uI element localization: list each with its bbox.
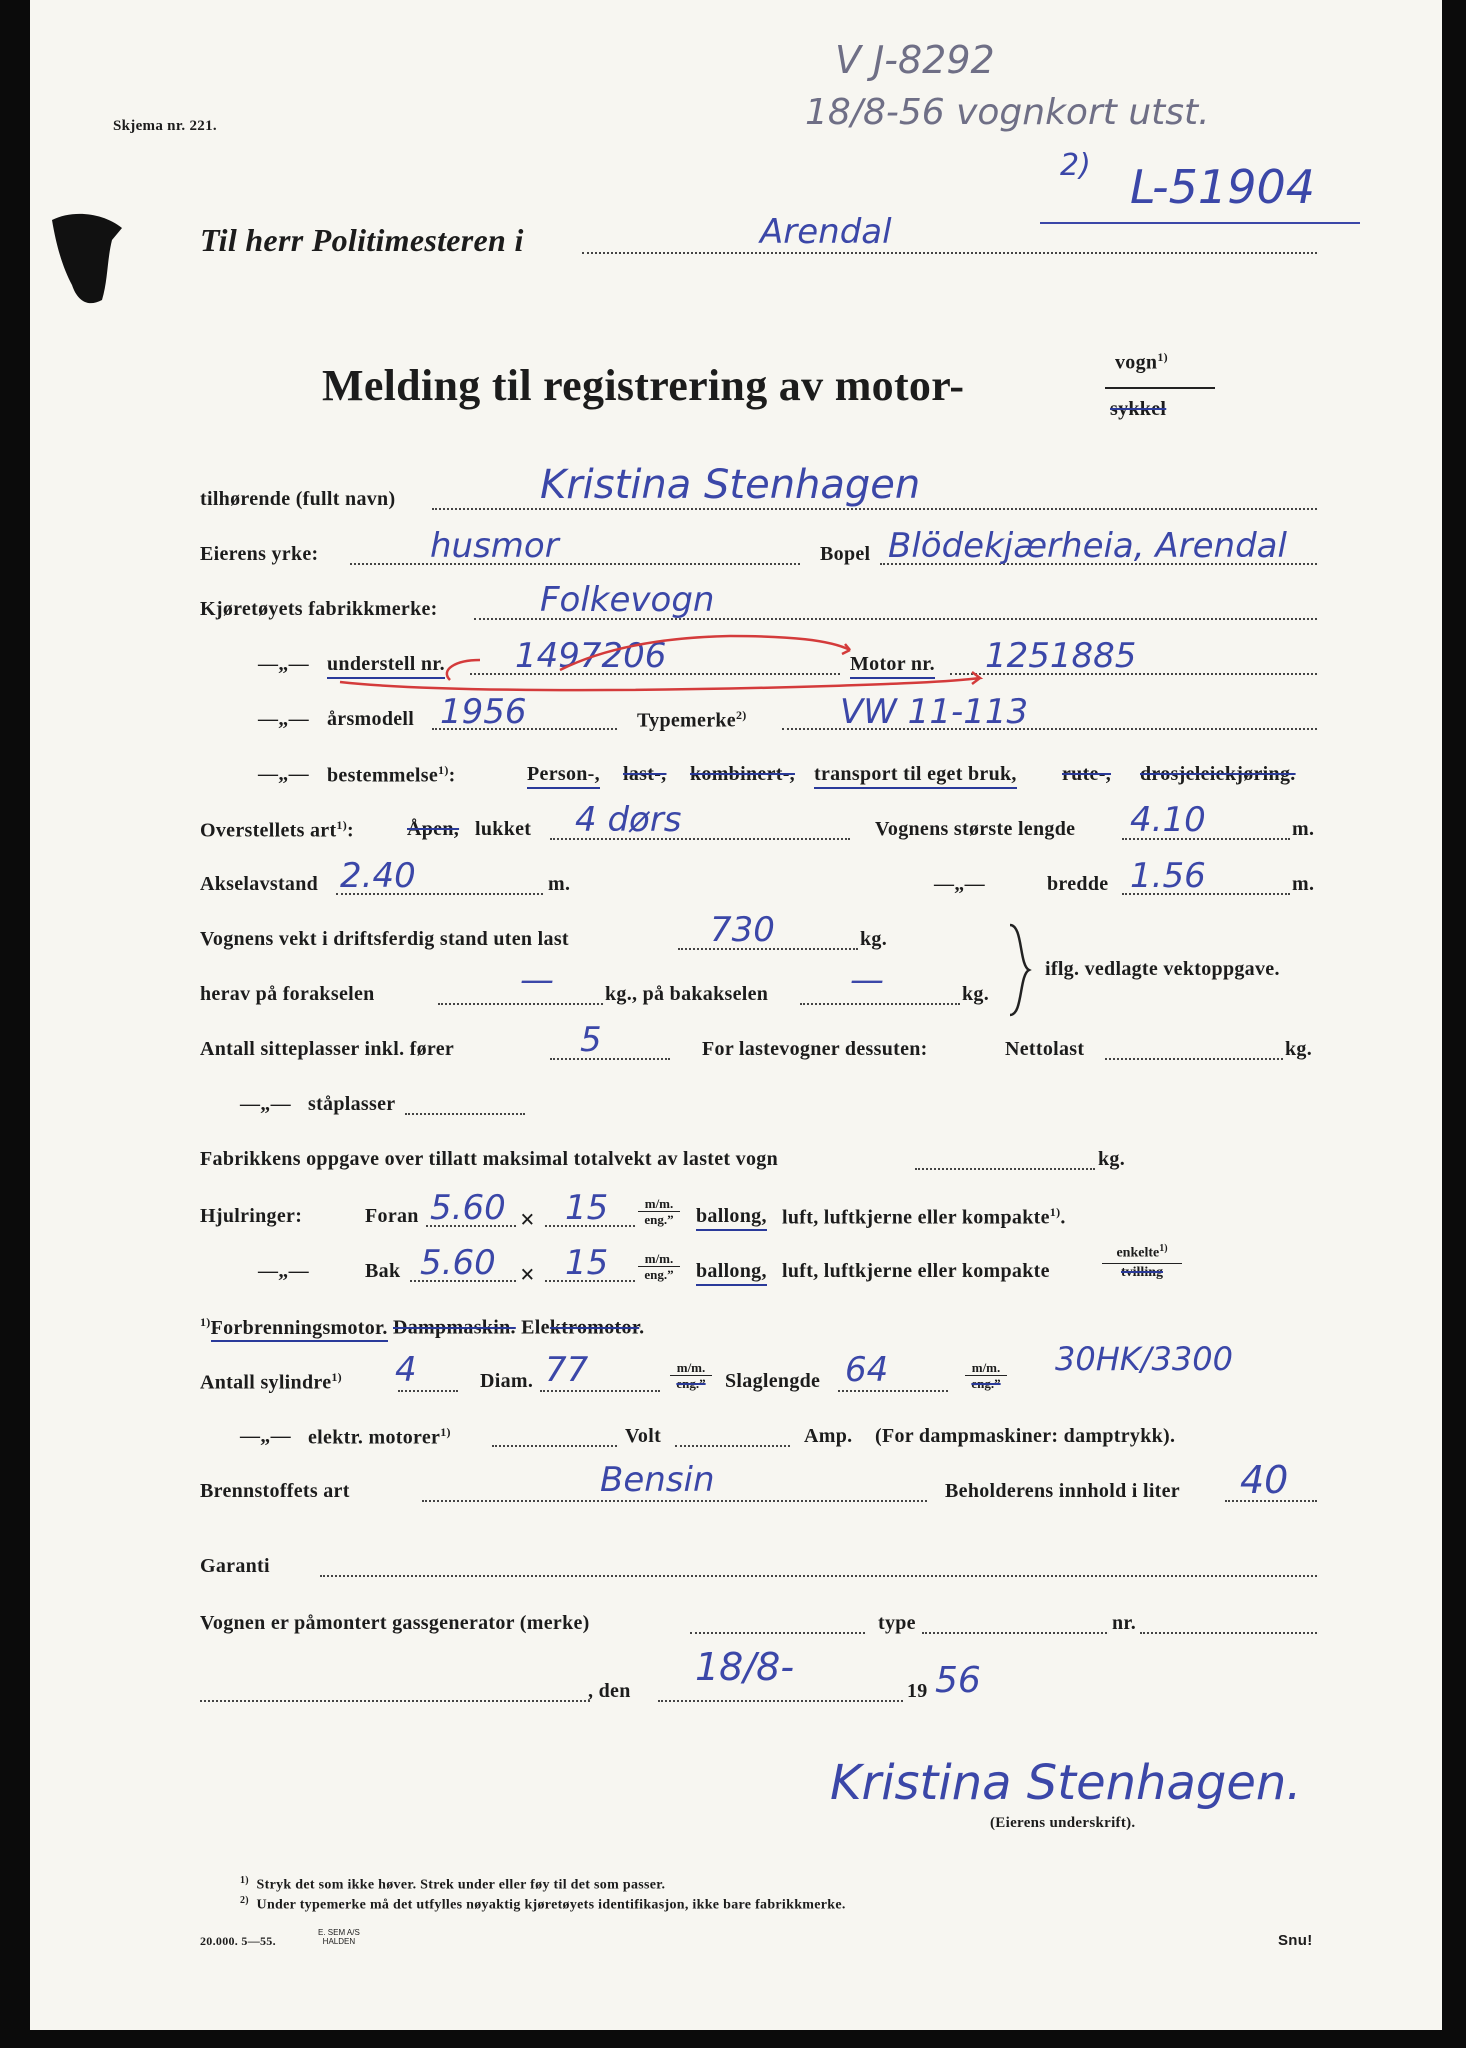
wheelbase-value: 2.40 xyxy=(340,856,416,896)
wheelbase-label: Akselavstand xyxy=(200,873,319,895)
tire-front-rim: 15 xyxy=(565,1188,609,1228)
printer-mark: E. SEM A/S HALDEN xyxy=(318,1928,360,1946)
date-label: , den xyxy=(588,1680,631,1702)
purpose-person: Person-, xyxy=(527,763,600,789)
red-swap-arrows xyxy=(330,620,1030,700)
engine-number-label: Motor nr. xyxy=(850,653,935,679)
tire-type-balloon: ballong, xyxy=(696,1205,767,1231)
tire-front-size: 5.60 xyxy=(430,1188,506,1228)
engine-electric: ktromotor xyxy=(549,1316,640,1339)
chassis-number-value: 1497206 xyxy=(515,636,667,676)
addressee-label: Til herr Politimesteren i xyxy=(200,222,524,258)
year-value: 56 xyxy=(935,1660,981,1701)
tire-rear-size: 5.60 xyxy=(420,1243,496,1283)
brace xyxy=(1005,920,1035,1020)
guarantee-label: Garanti xyxy=(200,1555,270,1577)
cylinders-label: Antall sylindre xyxy=(200,1371,332,1394)
weight-value: 730 xyxy=(710,910,775,950)
type-mark-label: Typemerke xyxy=(637,709,736,732)
width-label: bredde xyxy=(1047,873,1109,895)
footnote-1: $^{1)}$ Stryk det som ikke høver. Strek under eller føy til det som passer. xyxy=(240,1875,666,1893)
turn-over: Snu! xyxy=(1278,1932,1313,1949)
registration-form-page: Skjema nr. 221. V J-8292 18/8-56 vognkort utst. 2) L-51904 Til herr Politimesteren i Arendal Melding til registrering av motor- vogn$^{1)}$ sykkel tilhørende (fullt navn) Kristina Stenhagen Eierens yrke: husmor Bopel Blödekjærheia, Arendal Kjøretøyets fabrikkmerke: Folkevogn —„— understell nr. 1497206 Motor nr. 1251885 —„— årsmodell 1956 Typemerke$^{2)}$ VW 11-113 —„— bestemmelse$^{1)}$: Person-, last-, kombinert-, transport til eget bruk, rute-, drosjeleiekjøring. Overstellets art$^{1)}$: Åpen, lukket 4 dørs Vognens største lengde 4.10 m. Akselavstand 2.40 m. —„— bredde 1.56 m. Vognens vekt i driftsferdig stand uten last 730 kg. herav på forakselen — kg., på bakakselen — kg. iflg. vedlagte vektoppgave. Antall sitteplasser inkl. fører 5 For lastevogner dessuten: Nettolast kg. —„— ståplasser Fabrikkens oppgave over tillatt maksimal totalvekt av lastet vogn kg. Hjulringer: Foran 5.60 × 15 m/m. eng.” ballong, luft, luftkjerne eller kompakte$^{1)}$. —„— Bak 5.60 × 15 m/m. eng.” ballong, luft, luftkjerne eller kompakte enkelte$^{1)}$ tvilling $^{1)}$Forbrenningsmotor. Dampmaskin. Elektromotor. Antall sylindre$^{1)}$ 4 Diam. 77 m/m. eng.” Slaglengde 64 m/m. eng.” 30HK/3300 —„— elektr. motorer$^{1)}$ Volt Amp. (For dampmaskiner: damptrykk). Brennstoffets art Bensin Beholderens innhold i liter 40 Garanti Vognen er påmontert gassgenerator (merke) type nr. , den 18/8- 19 56 Kristina Stenhagen. (Eierens underskrift). $^{1)}$ Stryk det som ikke høver. Strek under eller føy til det som passer. $^{2)}$ Under typemerke må det utfylles nøyaktig kjøretøyets identifikasjon, ikke bare fabrikkmerke. 20.000. 5—55. E. SEM A/S HALDEN Snu! xyxy=(30,0,1442,2030)
purpose-route: rute-, xyxy=(1062,763,1111,785)
trucks-also-label: For lastevogner dessuten: xyxy=(702,1038,928,1060)
seats-value: 5 xyxy=(580,1020,602,1060)
body-value: 4 dørs xyxy=(575,800,682,840)
body-closed: lukket xyxy=(475,818,532,840)
form-title: Melding til registrering av motor- xyxy=(322,361,965,410)
signature-label: (Eierens underskrift). xyxy=(990,1815,1136,1831)
generator-number-label: nr. xyxy=(1112,1612,1137,1634)
handwritten-underline xyxy=(1040,222,1360,224)
purpose-taxi: drosjeleiekjøring. xyxy=(1140,763,1296,785)
print-run: 20.000. 5—55. xyxy=(200,1934,276,1948)
manufacturer-value: Folkevogn xyxy=(540,580,715,620)
chassis-number-label: understell nr. xyxy=(327,653,445,679)
stroke-value: 64 xyxy=(845,1350,889,1390)
date-value: 18/8- xyxy=(695,1645,795,1689)
front-axle-label: herav på forakselen xyxy=(200,983,375,1005)
fuel-type-label: Brennstoffets art xyxy=(200,1480,350,1502)
footnote-2: $^{2)}$ Under typemerke må det utfylles nøyaktig kjøretøyets identifikasjon, ikke bare fabrikkmerke. xyxy=(240,1895,846,1913)
owner-name-label: tilhørende (fullt navn) xyxy=(200,488,396,510)
tires-label: Hjulringer: xyxy=(200,1205,303,1227)
owner-signature: Kristina Stenhagen. xyxy=(830,1755,1302,1811)
diam-label: Diam. xyxy=(480,1370,534,1392)
tank-capacity-label: Beholderens innhold i liter xyxy=(945,1480,1180,1502)
tire-rear-rim: 15 xyxy=(565,1243,609,1283)
rear-axle-label: kg., på bakakselen xyxy=(605,983,769,1005)
max-length-label: Vognens største lengde xyxy=(875,818,1076,840)
tire-twin: tvilling xyxy=(1102,1263,1182,1282)
handwritten-reference-note: 18/8-56 vognkort utst. xyxy=(805,92,1210,133)
weight-label: Vognens vekt i driftsferdig stand uten last xyxy=(200,928,569,950)
tank-capacity-value: 40 xyxy=(1240,1458,1289,1502)
max-total-weight-label: Fabrikkens oppgave over tillatt maksimal totalvekt av lastet vogn xyxy=(200,1148,779,1170)
max-length-value: 4.10 xyxy=(1130,800,1206,840)
standing-places-label: ståplasser xyxy=(308,1093,396,1115)
amp-label: Amp. xyxy=(804,1425,853,1447)
black-ink-blot xyxy=(42,200,132,310)
purpose-cargo: last-, xyxy=(623,763,667,785)
handwritten-reference-top: V J-8292 xyxy=(835,38,995,82)
seats-label: Antall sitteplasser inkl. fører xyxy=(200,1038,455,1060)
handwritten-registration-number: L-51904 xyxy=(1130,160,1315,214)
title-option-vogn: vogn xyxy=(1115,351,1158,374)
type-mark-value: VW 11-113 xyxy=(840,692,1029,732)
schema-number: Skjema nr. 221. xyxy=(113,118,217,134)
cylinders-value: 4 xyxy=(395,1350,417,1390)
year-prefix: 19 xyxy=(907,1680,928,1702)
volt-label: Volt xyxy=(625,1425,662,1447)
engine-combustion: Forbrenningsmotor. xyxy=(211,1317,388,1342)
engine-number-value: 1251885 xyxy=(985,636,1137,676)
purpose-label: bestemmelse xyxy=(327,764,439,787)
body-open: Åpen, xyxy=(407,818,460,840)
electric-motors-label: elektr. motorer xyxy=(308,1426,441,1449)
occupation-value: husmor xyxy=(430,526,559,566)
front-axle-value: — xyxy=(520,960,554,1000)
net-load-label: Nettolast xyxy=(1005,1038,1085,1060)
tires-front-label: Foran xyxy=(365,1205,419,1227)
diam-value: 77 xyxy=(545,1350,589,1390)
steam-pressure-note: (For dampmaskiner: damptrykk). xyxy=(875,1425,1176,1447)
gas-generator-label: Vognen er påmontert gassgenerator (merke) xyxy=(200,1612,590,1634)
tires-rear-label: Bak xyxy=(365,1260,401,1282)
stroke-label: Slaglengde xyxy=(725,1370,821,1392)
police-district-value: Arendal xyxy=(760,212,892,252)
tire-single: enkelte xyxy=(1116,1245,1160,1261)
engine-steam: Dampmaskin. xyxy=(393,1316,516,1339)
occupation-label: Eierens yrke: xyxy=(200,543,319,565)
tire-type-balloon-rear: ballong, xyxy=(696,1260,767,1286)
power-value: 30HK/3300 xyxy=(1055,1340,1233,1378)
residence-label: Bopel xyxy=(820,543,871,565)
rear-axle-value: — xyxy=(850,960,884,1000)
model-year-value: 1956 xyxy=(440,692,527,732)
purpose-transport: transport til eget bruk, xyxy=(814,763,1017,789)
fuel-type-value: Bensin xyxy=(600,1460,715,1500)
purpose-combined: kombinert-, xyxy=(690,763,795,785)
manufacturer-label: Kjøretøyets fabrikkmerke: xyxy=(200,598,438,620)
generator-type-label: type xyxy=(878,1612,916,1634)
title-option-sykkel: sykkel xyxy=(1110,398,1167,420)
width-value: 1.56 xyxy=(1130,856,1206,896)
handwritten-reference-prefix: 2) xyxy=(1060,148,1091,183)
weight-note: iflg. vedlagte vektoppgave. xyxy=(1045,958,1280,980)
owner-name-value: Kristina Stenhagen xyxy=(540,462,921,508)
residence-value: Blödekjærheia, Arendal xyxy=(888,526,1287,566)
model-year-label: årsmodell xyxy=(327,708,415,730)
body-type-label: Overstellets art xyxy=(200,819,337,842)
